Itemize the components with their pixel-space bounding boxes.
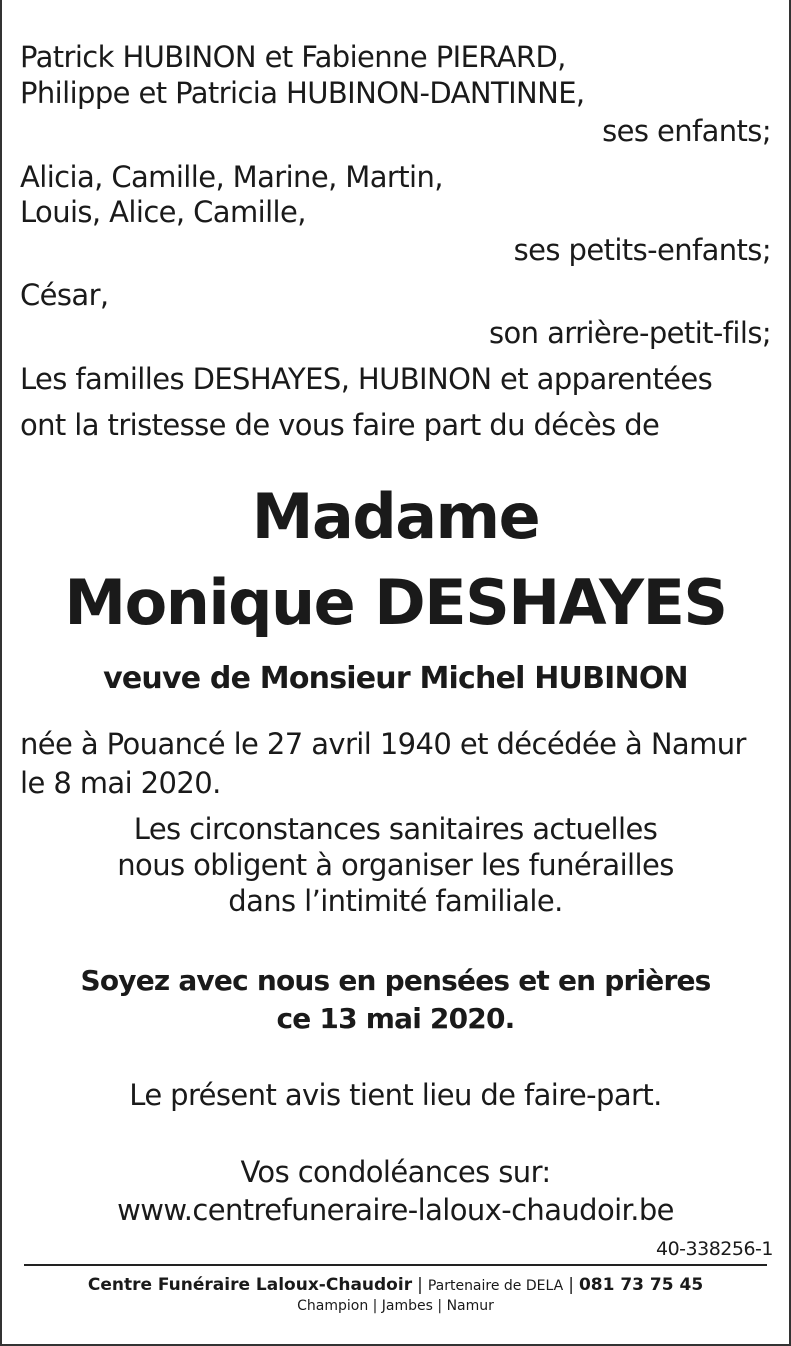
reference-number: 40-338256-1 — [655, 1238, 773, 1260]
grandchildren-line-2: Louis, Alice, Camille, — [20, 195, 306, 229]
footer-separator: | — [568, 1275, 574, 1295]
condolences-url[interactable]: www.centrefuneraire-laloux-chaudoir.be — [117, 1193, 674, 1227]
footer-divider — [24, 1264, 767, 1266]
prayer-line-1: Soyez avec nous en pensées et en prières — [80, 964, 711, 997]
children-line-2: Philippe et Patricia HUBINON-DANTINNE, — [20, 76, 585, 110]
children-label: ses enfants; — [602, 114, 771, 148]
great-grandchild-line: César, — [20, 278, 109, 312]
footer-contact-line — [2, 1274, 789, 1297]
deceased-title: Madame — [251, 480, 540, 553]
birth-death-line-1: née à Pouancé le 27 avril 1940 et décédée à Namur — [20, 727, 746, 761]
grandchildren-label: ses petits-enfants; — [513, 233, 771, 267]
phone-number: 081 73 75 45 — [578, 1275, 704, 1295]
children-line-1: Patrick HUBINON et Fabienne PIERARD, — [20, 40, 566, 74]
families-line-2: ont la tristesse de vous faire part du décès de — [20, 408, 660, 442]
birth-death-line-2: le 8 mai 2020. — [20, 766, 221, 800]
faire-part-line: Le présent avis tient lieu de faire-part. — [129, 1078, 662, 1112]
widow-of-line: veuve de Monsieur Michel HUBINON — [103, 661, 688, 696]
footer-locations: Champion | Jambes | Namur — [297, 1298, 494, 1314]
deceased-name: Monique DESHAYES — [64, 566, 727, 639]
great-grandchild-label: son arrière-petit-fils; — [489, 316, 771, 350]
prayer-line-2: ce 13 mai 2020. — [276, 1002, 515, 1035]
condolences-label: Vos condoléances sur: — [240, 1155, 551, 1189]
families-line-1: Les familles DESHAYES, HUBINON et apparentées — [20, 362, 713, 396]
partner-text: Partenaire de DELA — [427, 1278, 564, 1294]
funeral-home-name: Centre Funéraire Laloux-Chaudoir — [87, 1275, 413, 1295]
notice-line-2: nous obligent à organiser les funérailles — [117, 848, 674, 882]
notice-line-1: Les circonstances sanitaires actuelles — [133, 812, 658, 846]
footer-separator: | — [417, 1275, 423, 1295]
notice-line-3: dans l’intimité familiale. — [228, 884, 563, 918]
grandchildren-line-1: Alicia, Camille, Marine, Martin, — [20, 160, 443, 194]
